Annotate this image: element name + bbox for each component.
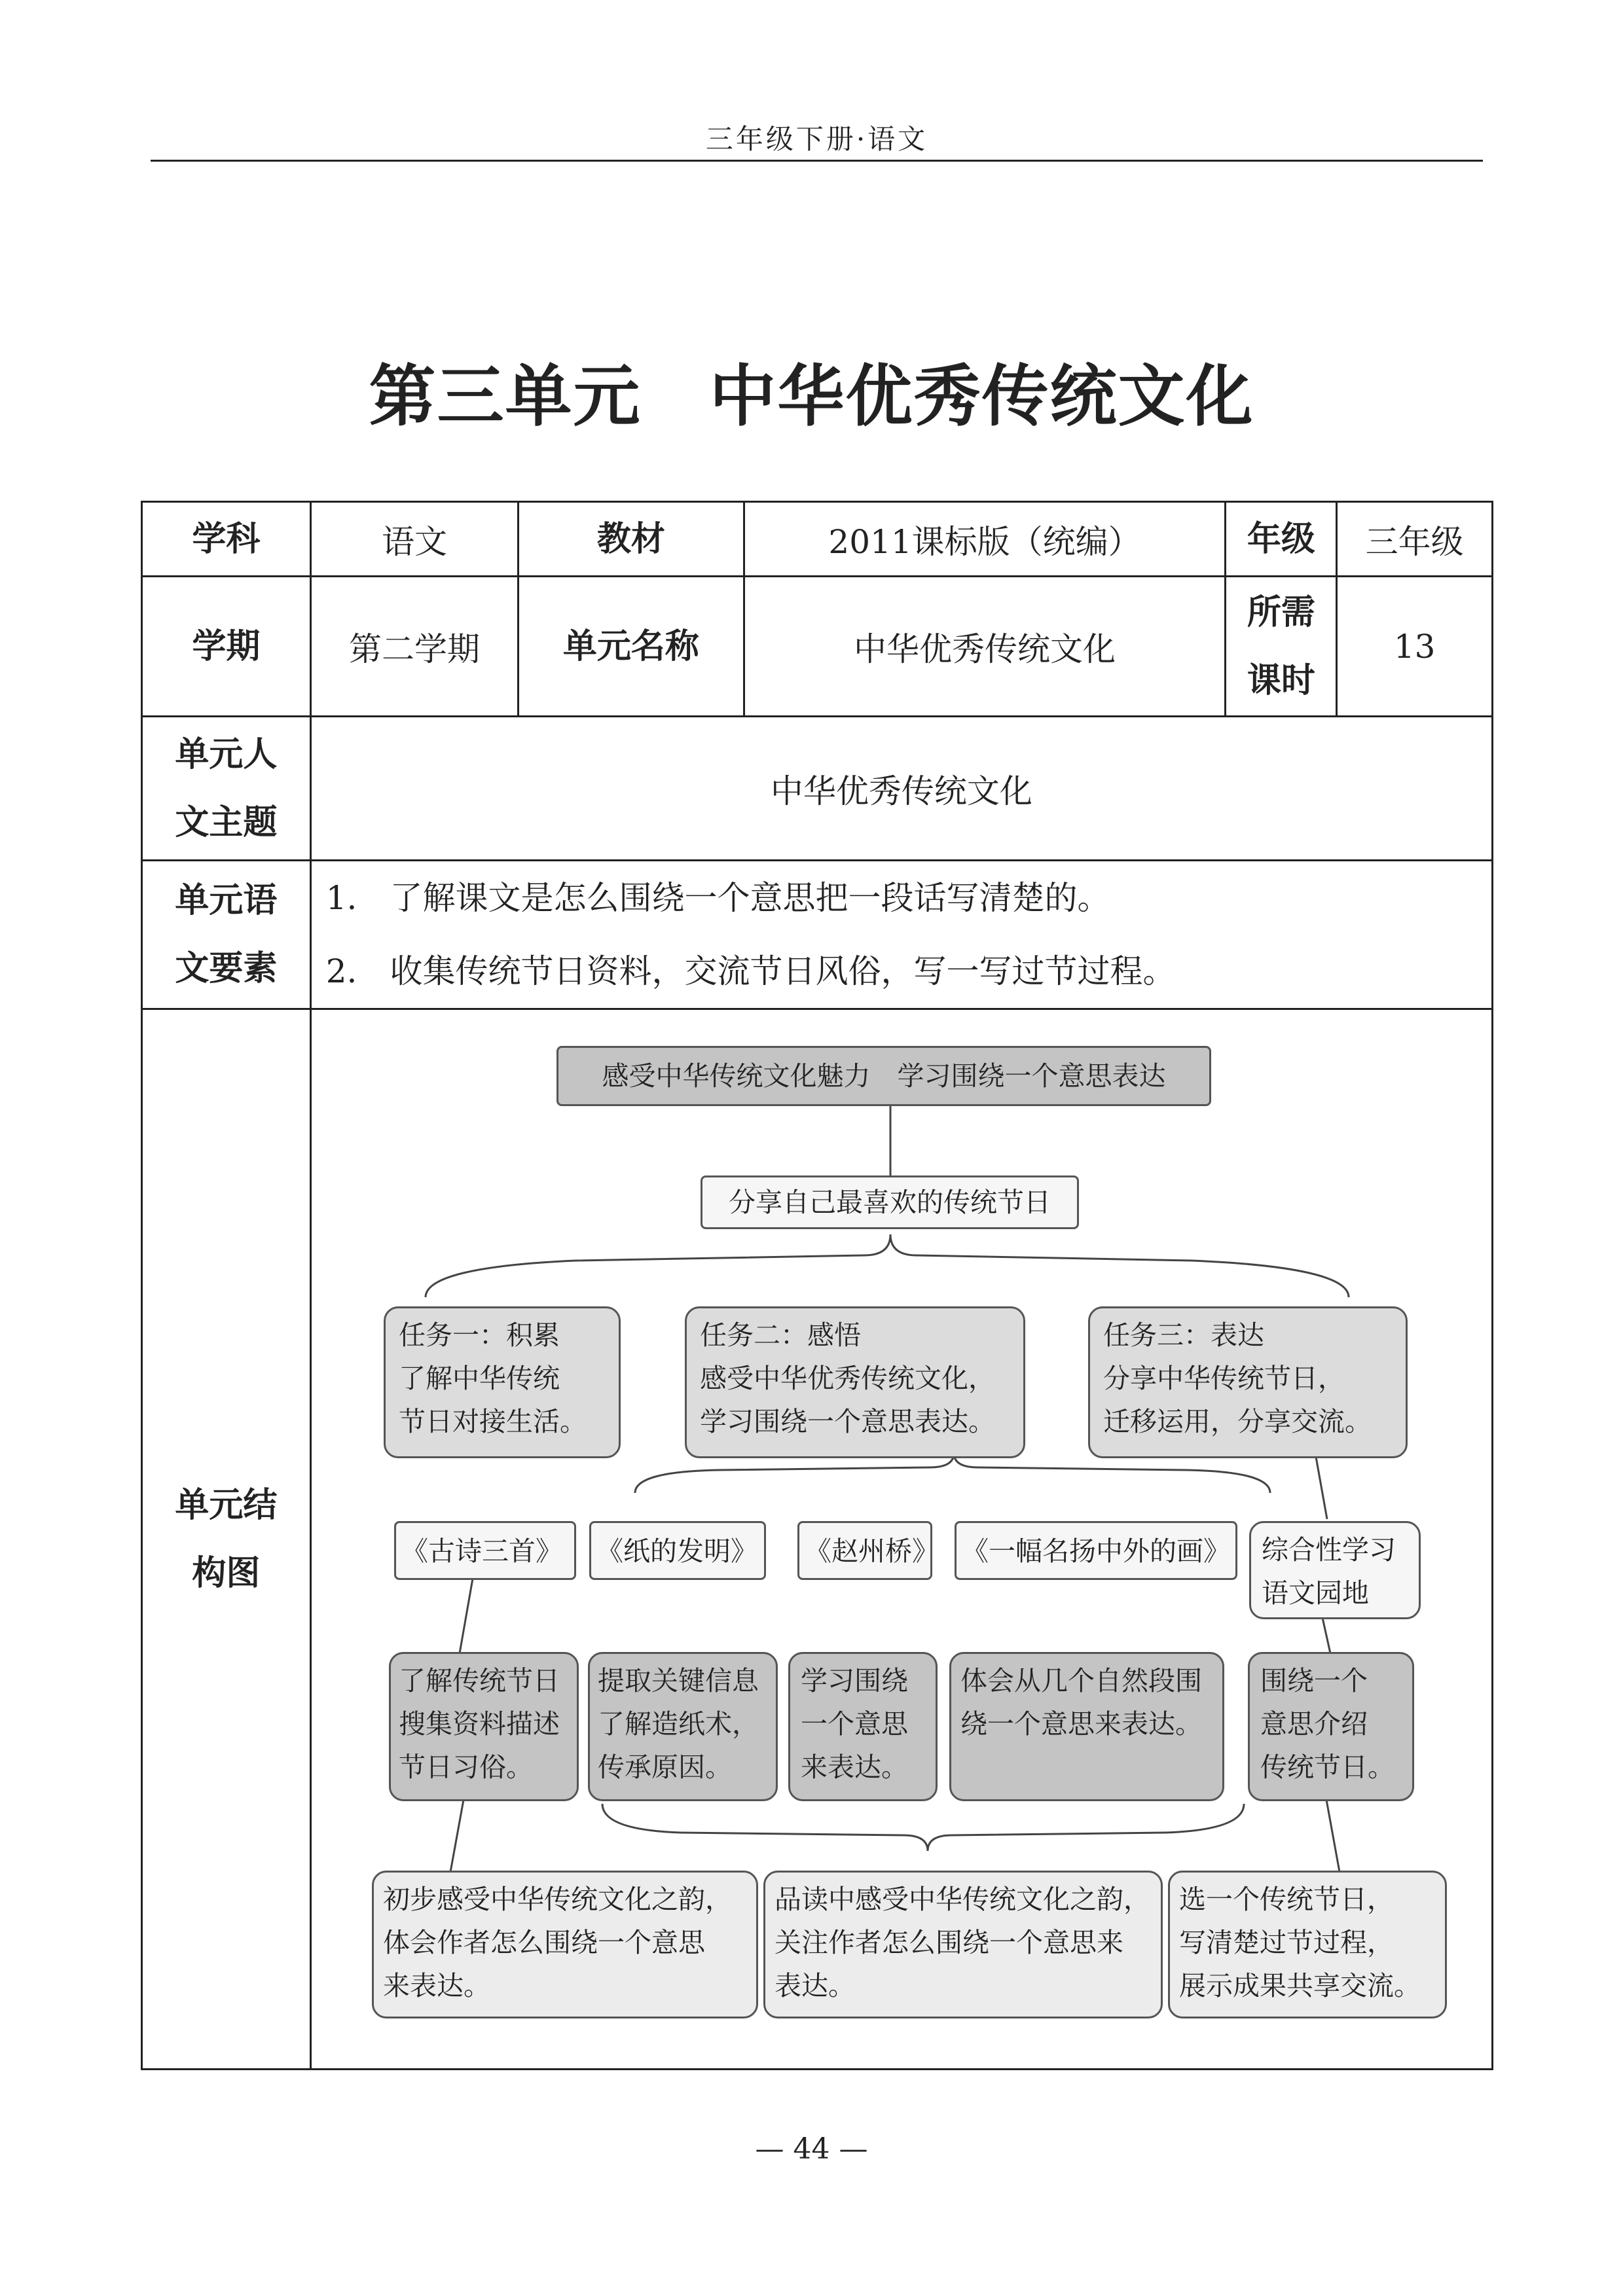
term-label: 学期 [142,577,311,717]
subject-value: 语文 [310,502,518,577]
outcome-node-1: 初步感受中华传统文化之韵， 体会作者怎么围绕一个意思 来表达。 [372,1871,758,2018]
info-row-3 [142,717,1493,861]
structure-label: 单元结构图 [142,1009,311,2070]
task-node-2: 任务二：感悟 感受中华优秀传统文化， 学习围绕一个意思表达。 [685,1306,1025,1458]
term-value: 第二学期 [310,577,518,717]
page-number: — 44 — [755,2132,868,2166]
task-node-1: 任务一：积累 了解中华传统 节日对接生活。 [384,1306,621,1458]
elements-value [310,861,1492,1009]
theme-label: 单元人文主题 [142,717,311,861]
diagram-share-node: 分享自己最喜欢的传统节日 [701,1175,1079,1229]
subject-label: 学科 [142,502,311,577]
hours-label: 所需课时 [1226,577,1337,717]
lesson-node-1: 《古诗三首》 [394,1521,576,1580]
unit-title: 第三单元 中华优秀传统文化 [369,357,1254,436]
connector-line [1322,1618,1330,1653]
brace [635,1453,1270,1493]
info-row-4 [142,861,1493,1009]
lesson-node-3: 《赵州桥》 [797,1521,932,1580]
info-row-1 [142,502,1493,577]
lesson-node-2: 《纸的发明》 [589,1521,766,1580]
unit-name-value: 中华优秀传统文化 [744,577,1226,717]
goal-node-5: 围绕一个 意思介绍 传统节日。 [1248,1652,1414,1801]
connector-line [460,1579,473,1653]
outcome-node-3: 选一个传统节日， 写清楚过节过程， 展示成果共享交流。 [1168,1871,1447,2018]
goal-node-4: 体会从几个自然段围 绕一个意思来表达。 [949,1652,1224,1801]
header-rule [151,160,1483,162]
element-item: 1. 了解课文是怎么围绕一个意思把一段话写清楚的。 [325,879,1110,917]
grade-value: 三年级 [1337,502,1493,577]
info-row-2 [142,577,1493,717]
goal-node-1: 了解传统节日 搜集资料描述 节日习俗。 [389,1652,579,1801]
brace [426,1234,1349,1297]
structure-diagram [314,1012,1493,2066]
grade-label: 年级 [1226,502,1337,577]
textbook-value: 2011课标版（统编） [744,502,1226,577]
diagram-top-node: 感受中华传统文化魅力 学习围绕一个意思表达 [556,1046,1211,1106]
connector-line [450,1800,464,1872]
brace [602,1804,1244,1851]
connector-line [1326,1800,1340,1872]
textbook-label: 教材 [519,502,744,577]
elements-label: 单元语文要素 [142,861,311,1009]
lesson-node-5: 综合性学习 语文园地 [1249,1521,1421,1619]
outcome-node-2: 品读中感受中华传统文化之韵， 关注作者怎么围绕一个意思来 表达。 [763,1871,1163,2018]
theme-value: 中华优秀传统文化 [310,717,1492,861]
goal-node-3: 学习围绕 一个意思 来表达。 [788,1652,938,1801]
connector-line [1316,1457,1327,1519]
task-node-3: 任务三：表达 分享中华传统节日， 迁移运用，分享交流。 [1088,1306,1408,1458]
goal-node-2: 提取关键信息 了解造纸术， 传承原因。 [588,1652,778,1801]
hours-value: 13 [1337,577,1493,717]
unit-name-label: 单元名称 [519,577,744,717]
element-item: 2. 收集传统节日资料，交流节日风俗，写一写过节过程。 [325,952,1176,990]
lesson-node-4: 《一幅名扬中外的画》 [955,1521,1237,1580]
running-header: 三年级下册·语文 [705,123,928,155]
